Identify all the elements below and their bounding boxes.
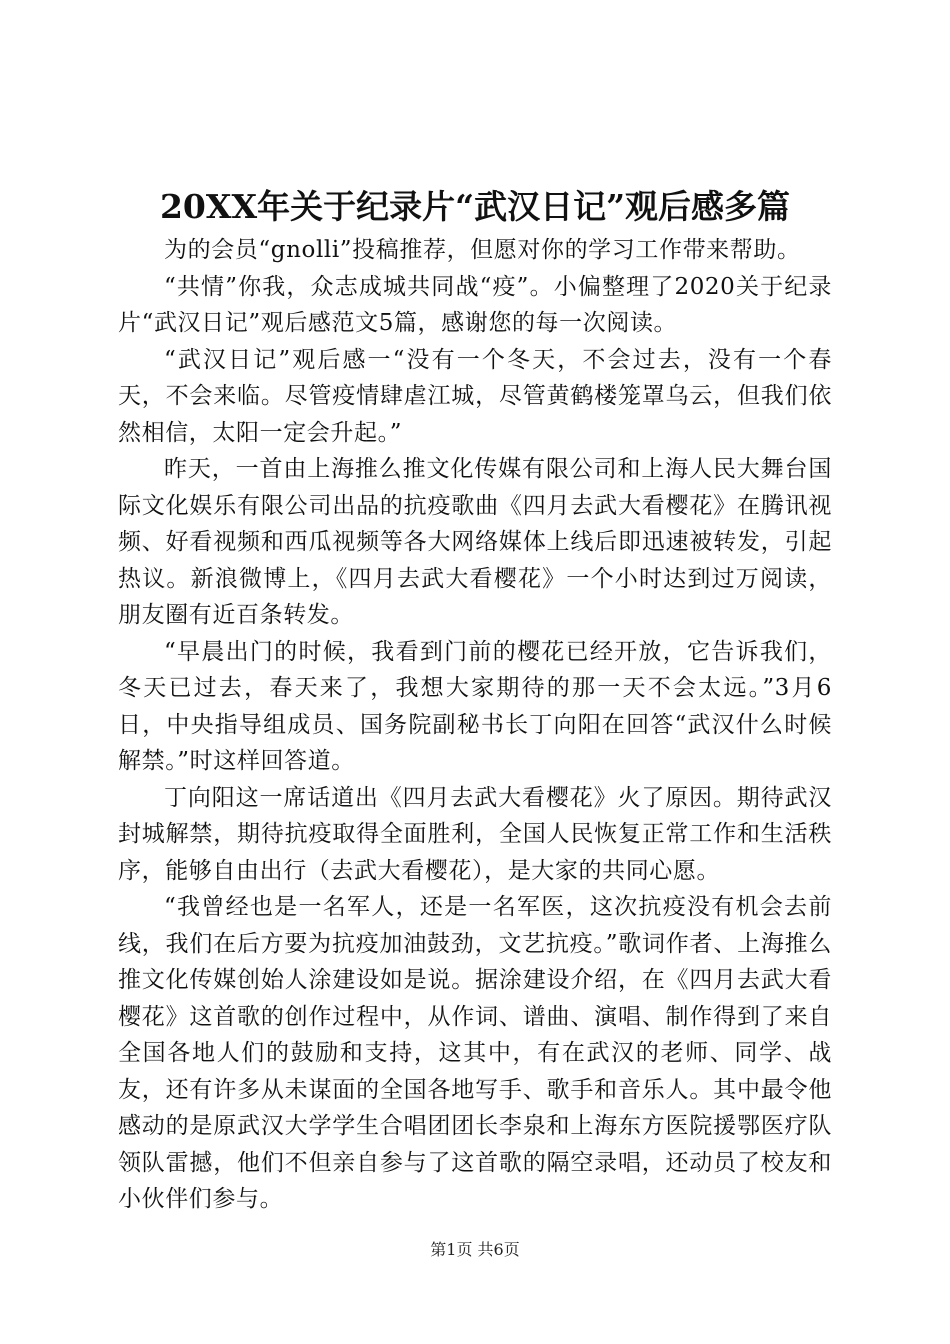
paragraph-song-release: 昨天，一首由上海推么推文化传媒有限公司和上海人民大舞台国际文化娱乐有限公司出品的抗疫歌曲《四月去武大看樱花》在腾讯视频、好看视频和西瓜视频等各大网络媒体上线后即迅速被转发，引起热议。新浪微博上，《四月去武大看樱花》一个小时达到过万阅读，朋友圈有近百条转发。 xyxy=(118,456,832,628)
paragraph-songwriter: “我曾经也是一名军人，还是一名军医，这次抗疫没有机会去前线，我们在后方要为抗疫加油鼓劲，文艺抗疫。”歌词作者、上海推么推文化传媒创始人涂建设如是说。据涂建设介绍，在《四月去武大看樱花》这首歌的创作过程中，从作词、谱曲、演唱、制作得到了来自全国各地人们的鼓励和支持，这其中，有在武汉的老师、同学、战友，还有许多从未谋面的全国各地写手、歌手和音乐人。其中最令他感动的是原武汉大学学生合唱团团长李泉和上海东方医院援鄂医疗队领队雷撼，他们不但亲自参与了这首歌的隔空录唱，还动员了校友和小伙伴们参与。 xyxy=(118,894,832,1212)
document-body xyxy=(118,232,832,1218)
paragraph-essay-one-opening: “武汉日记”观后感一“没有一个冬天，不会过去，没有一个春天，不会来临。尽管疫情肆虐江城，尽管黄鹤楼笼罩乌云，但我们依然相信，太阳一定会升起。” xyxy=(118,346,832,446)
page-footer: 第1页 共6页 xyxy=(430,1240,520,1259)
paragraph-common-wish: 丁向阳这一席话道出《四月去武大看樱花》火了原因。期待武汉封城解禁，期待抗疫取得全面胜利，全国人民恢复正常工作和生活秩序，能够自由出行（去武大看樱花），是大家的共同心愿。 xyxy=(118,784,832,884)
paragraph-quote-ding: “早晨出门的时候，我看到门前的樱花已经开放，它告诉我们，冬天已过去，春天来了，我想大家期待的那一天不会太远。”3月6日，中央指导组成员、国务院副秘书长丁向阳在回答“武汉什么时候解禁。”时这样回答道。 xyxy=(118,638,832,774)
paragraph-summary: “共情”你我，众志成城共同战“疫”。小偏整理了2020关于纪录片“武汉日记”观后感范文5篇，感谢您的每一次阅读。 xyxy=(118,273,832,336)
paragraph-intro: 为的会员“gnolli”投稿推荐，但愿对你的学习工作带来帮助。 xyxy=(164,237,801,263)
document-title: 20XX年关于纪录片“武汉日记”观后感多篇 xyxy=(159,187,791,226)
